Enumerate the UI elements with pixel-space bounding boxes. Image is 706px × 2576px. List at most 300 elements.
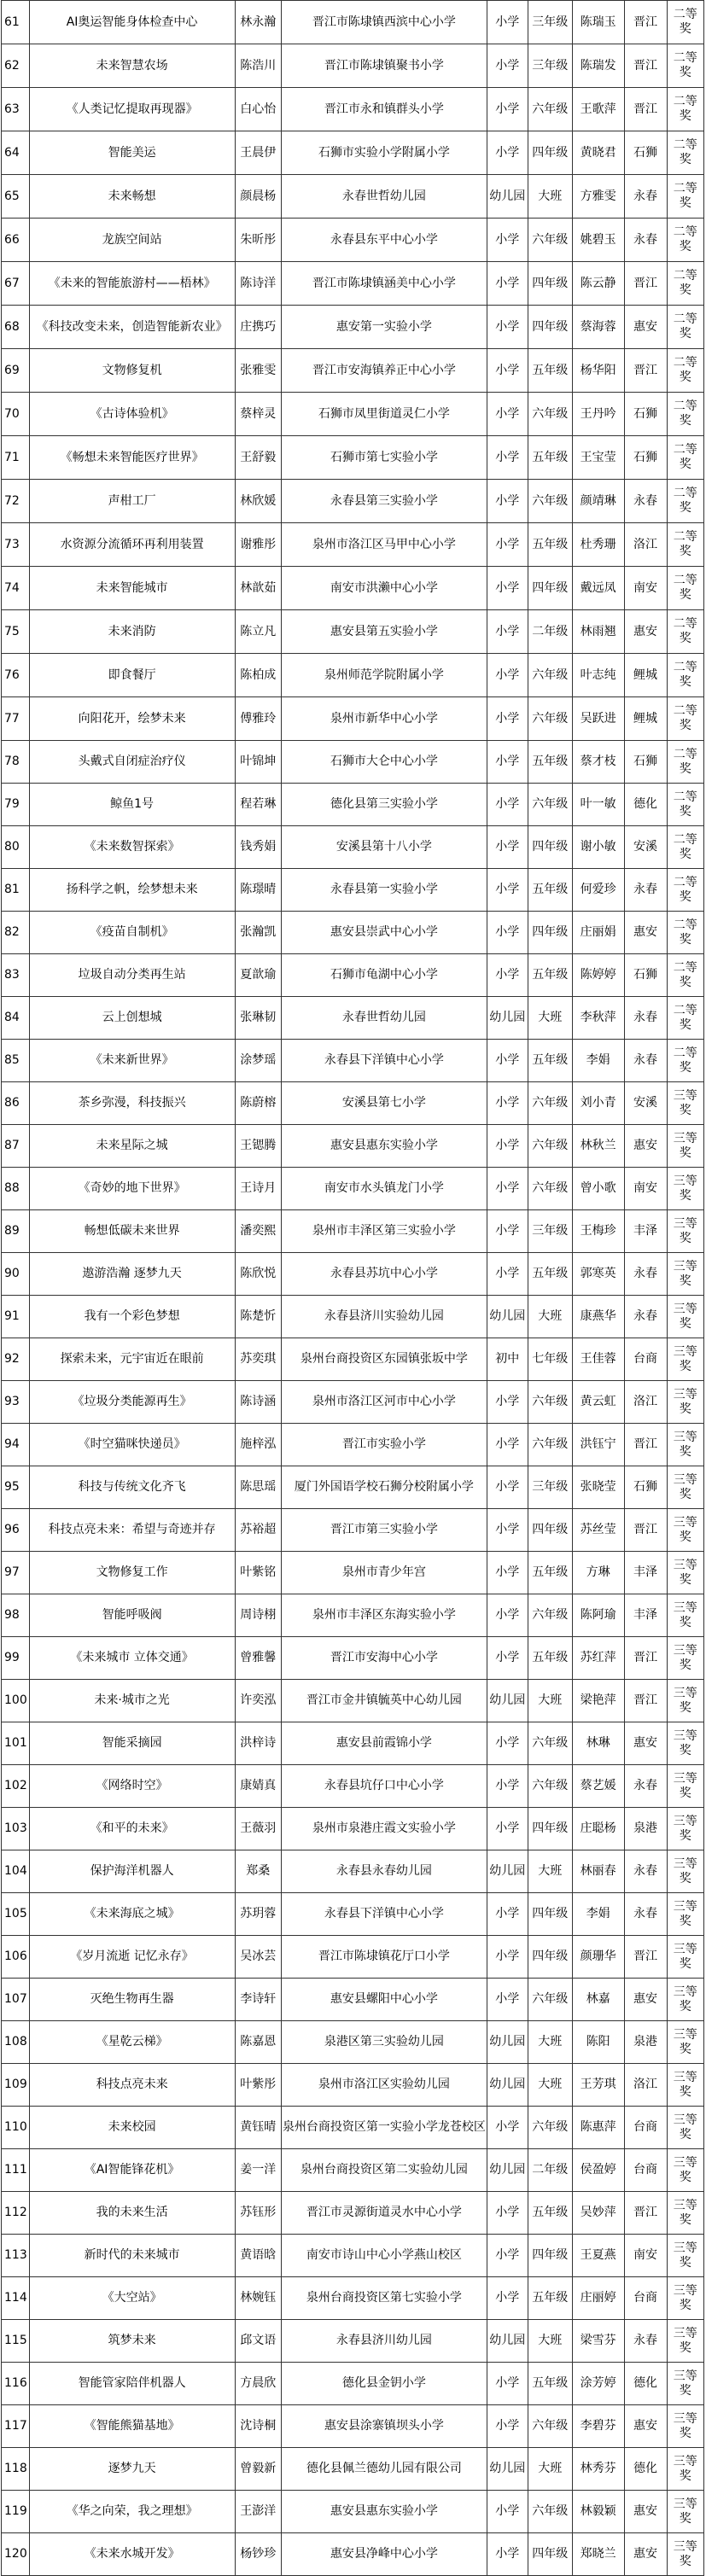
school-stage: 小学 [487, 2192, 528, 2235]
author-name: 陈诗洋 [235, 262, 281, 306]
grade-level: 六年级 [528, 2107, 572, 2149]
region-name: 台商 [624, 2149, 667, 2192]
row-number: 89 [2, 1210, 30, 1253]
row-number: 115 [2, 2320, 30, 2363]
table-row [2, 697, 704, 741]
award-level: 三等奖 [667, 1253, 703, 1296]
work-title: 《智能熊猫基地》 [29, 2405, 235, 2448]
grade-level: 大班 [528, 997, 572, 1040]
work-title: 《未来水城开发》 [29, 2533, 235, 2576]
grade-level: 大班 [528, 1850, 572, 1893]
row-number: 105 [2, 1893, 30, 1936]
award-level: 三等奖 [667, 1125, 703, 1168]
work-title: 垃圾自动分类再生站 [29, 954, 235, 997]
school-stage: 小学 [487, 869, 528, 912]
row-number: 102 [2, 1765, 30, 1808]
grade-level: 大班 [528, 2064, 572, 2107]
region-name: 安溪 [624, 826, 667, 869]
table-row [2, 997, 704, 1040]
award-level: 二等奖 [667, 262, 703, 306]
region-name: 晋江 [624, 2192, 667, 2235]
grade-level: 六年级 [528, 1082, 572, 1125]
school-name: 永春县下洋镇中心小学 [281, 1040, 487, 1082]
work-title: 灭绝生物再生器 [29, 1979, 235, 2021]
author-name: 王锶腾 [235, 1125, 281, 1168]
school-stage: 幼儿园 [487, 2021, 528, 2064]
school-stage: 小学 [487, 1509, 528, 1552]
author-name: 叶锦坤 [235, 741, 281, 784]
author-name: 王薇羽 [235, 1808, 281, 1850]
school-stage: 小学 [487, 88, 528, 131]
school-name: 泉州市洛江区实验幼儿园 [281, 2064, 487, 2107]
table-row [2, 2107, 704, 2149]
award-level: 三等奖 [667, 1722, 703, 1765]
table-row [2, 1680, 704, 1722]
school-stage: 小学 [487, 1466, 528, 1509]
row-number: 87 [2, 1125, 30, 1168]
school-name: 石狮市大仑中心小学 [281, 741, 487, 784]
grade-level: 六年级 [528, 1979, 572, 2021]
region-name: 丰泽 [624, 1210, 667, 1253]
school-stage: 小学 [487, 1125, 528, 1168]
grade-level: 六年级 [528, 1168, 572, 1210]
award-level: 二等奖 [667, 869, 703, 912]
row-number: 96 [2, 1509, 30, 1552]
region-name: 洛江 [624, 523, 667, 567]
row-number: 77 [2, 697, 30, 741]
award-level: 三等奖 [667, 1594, 703, 1637]
author-name: 姜一洋 [235, 2149, 281, 2192]
school-name: 德化县第三实验小学 [281, 784, 487, 826]
school-name: 惠安县净峰中心小学 [281, 2533, 487, 2576]
table-row [2, 1552, 704, 1594]
grade-level: 大班 [528, 2448, 572, 2491]
table-row [2, 2235, 704, 2277]
school-stage: 小学 [487, 262, 528, 306]
school-name: 惠安县惠东实验小学 [281, 1125, 487, 1168]
teacher-name: 涂芳婷 [572, 2363, 624, 2405]
author-name: 吴冰芸 [235, 1936, 281, 1979]
region-name: 洛江 [624, 2064, 667, 2107]
award-level: 二等奖 [667, 480, 703, 523]
teacher-name: 李娟 [572, 1040, 624, 1082]
region-name: 泉港 [624, 2021, 667, 2064]
table-row [2, 567, 704, 610]
school-stage: 小学 [487, 1765, 528, 1808]
author-name: 沈诗桐 [235, 2405, 281, 2448]
school-name: 惠安县前霞锦小学 [281, 1722, 487, 1765]
teacher-name: 吴跃进 [572, 697, 624, 741]
author-name: 陈蔚榕 [235, 1082, 281, 1125]
grade-level: 三年级 [528, 1, 572, 44]
award-level: 二等奖 [667, 523, 703, 567]
award-level: 三等奖 [667, 2021, 703, 2064]
region-name: 南安 [624, 2235, 667, 2277]
school-name: 石狮市龟湖中心小学 [281, 954, 487, 997]
row-number: 113 [2, 2235, 30, 2277]
region-name: 晋江 [624, 262, 667, 306]
table-row [2, 1765, 704, 1808]
grade-level: 六年级 [528, 2405, 572, 2448]
school-stage: 小学 [487, 1381, 528, 1424]
author-name: 张瀚凯 [235, 912, 281, 954]
award-level: 二等奖 [667, 997, 703, 1040]
school-stage: 小学 [487, 1, 528, 44]
region-name: 安溪 [624, 1082, 667, 1125]
table-row [2, 784, 704, 826]
school-name: 石狮市第七实验小学 [281, 436, 487, 480]
grade-level: 四年级 [528, 262, 572, 306]
grade-level: 六年级 [528, 1722, 572, 1765]
author-name: 庄携巧 [235, 306, 281, 349]
region-name: 永春 [624, 480, 667, 523]
teacher-name: 张晓莹 [572, 1466, 624, 1509]
table-row [2, 1637, 704, 1680]
teacher-name: 林丽春 [572, 1850, 624, 1893]
grade-level: 五年级 [528, 2192, 572, 2235]
school-name: 晋江市陈埭镇涵美中心小学 [281, 262, 487, 306]
grade-level: 四年级 [528, 306, 572, 349]
grade-level: 五年级 [528, 523, 572, 567]
work-title: 《未来的智能旅游村——梧林》 [29, 262, 235, 306]
work-title: 未来智能城市 [29, 567, 235, 610]
work-title: 探索未来，元宇宙近在眼前 [29, 1338, 235, 1381]
school-stage: 小学 [487, 654, 528, 697]
row-number: 71 [2, 436, 30, 480]
teacher-name: 庄丽娟 [572, 912, 624, 954]
work-title: 未来校园 [29, 2107, 235, 2149]
region-name: 永春 [624, 2320, 667, 2363]
table-row [2, 869, 704, 912]
table-row [2, 219, 704, 262]
work-title: 筑梦未来 [29, 2320, 235, 2363]
teacher-name: 洪钰宁 [572, 1424, 624, 1466]
region-name: 晋江 [624, 1680, 667, 1722]
table-row [2, 1381, 704, 1424]
award-level: 二等奖 [667, 610, 703, 654]
table-row [2, 912, 704, 954]
table-row [2, 1509, 704, 1552]
teacher-name: 陈阿瑜 [572, 1594, 624, 1637]
table-row [2, 88, 704, 131]
school-stage: 小学 [487, 219, 528, 262]
school-stage: 小学 [487, 1637, 528, 1680]
work-title: 茶乡弥漫，科技振兴 [29, 1082, 235, 1125]
award-level: 三等奖 [667, 1765, 703, 1808]
table-row [2, 44, 704, 88]
work-title: 《大空站》 [29, 2277, 235, 2320]
region-name: 晋江 [624, 1424, 667, 1466]
school-stage: 小学 [487, 523, 528, 567]
work-title: 智能美运 [29, 131, 235, 175]
author-name: 杨钞珍 [235, 2533, 281, 2576]
grade-level: 五年级 [528, 1040, 572, 1082]
teacher-name: 王芳琪 [572, 2064, 624, 2107]
school-name: 南安市洪濑中心小学 [281, 567, 487, 610]
grade-level: 四年级 [528, 826, 572, 869]
school-stage: 幼儿园 [487, 997, 528, 1040]
grade-level: 六年级 [528, 1594, 572, 1637]
teacher-name: 王佳蓉 [572, 1338, 624, 1381]
region-name: 惠安 [624, 2491, 667, 2533]
grade-level: 二年级 [528, 2149, 572, 2192]
author-name: 施梓泓 [235, 1424, 281, 1466]
grade-level: 四年级 [528, 567, 572, 610]
teacher-name: 叶志纯 [572, 654, 624, 697]
school-name: 安溪县第七小学 [281, 1082, 487, 1125]
table-row [2, 2448, 704, 2491]
award-level: 三等奖 [667, 1936, 703, 1979]
grade-level: 六年级 [528, 219, 572, 262]
author-name: 林婉钰 [235, 2277, 281, 2320]
grade-level: 大班 [528, 2320, 572, 2363]
school-name: 晋江市陈埭镇花厅口小学 [281, 1936, 487, 1979]
award-level: 二等奖 [667, 826, 703, 869]
teacher-name: 叶一敏 [572, 784, 624, 826]
school-name: 永春县下洋镇中心小学 [281, 1893, 487, 1936]
table-row [2, 1, 704, 44]
author-name: 王诗月 [235, 1168, 281, 1210]
award-level: 二等奖 [667, 44, 703, 88]
author-name: 郑桑 [235, 1850, 281, 1893]
table-row [2, 1040, 704, 1082]
region-name: 永春 [624, 869, 667, 912]
teacher-name: 庄丽婷 [572, 2277, 624, 2320]
grade-level: 四年级 [528, 1893, 572, 1936]
school-stage: 小学 [487, 436, 528, 480]
teacher-name: 蔡才枝 [572, 741, 624, 784]
row-number: 111 [2, 2149, 30, 2192]
school-name: 惠安县第五实验小学 [281, 610, 487, 654]
school-name: 厦门外国语学校石狮分校附属小学 [281, 1466, 487, 1509]
table-row [2, 2363, 704, 2405]
work-title: 云上创想城 [29, 997, 235, 1040]
table-row [2, 349, 704, 393]
school-stage: 小学 [487, 1979, 528, 2021]
teacher-name: 姚碧玉 [572, 219, 624, 262]
teacher-name: 黄云虹 [572, 1381, 624, 1424]
region-name: 惠安 [624, 306, 667, 349]
teacher-name: 李娟 [572, 1893, 624, 1936]
row-number: 81 [2, 869, 30, 912]
author-name: 苏奕琪 [235, 1338, 281, 1381]
author-name: 叶紫铭 [235, 1552, 281, 1594]
teacher-name: 苏红萍 [572, 1637, 624, 1680]
award-level: 三等奖 [667, 2064, 703, 2107]
work-title: 畅想低碳未来世界 [29, 1210, 235, 1253]
school-name: 石狮市实验小学附属小学 [281, 131, 487, 175]
school-stage: 小学 [487, 44, 528, 88]
school-name: 泉州市新华中心小学 [281, 697, 487, 741]
school-name: 晋江市陈埭镇西滨中心小学 [281, 1, 487, 44]
teacher-name: 杜秀珊 [572, 523, 624, 567]
school-stage: 小学 [487, 1936, 528, 1979]
author-name: 钱秀娟 [235, 826, 281, 869]
teacher-name: 戴远凤 [572, 567, 624, 610]
grade-level: 五年级 [528, 2277, 572, 2320]
author-name: 林欣媛 [235, 480, 281, 523]
school-name: 泉州台商投资区第一实验小学龙苍校区 [281, 2107, 487, 2149]
table-row [2, 2277, 704, 2320]
award-level: 三等奖 [667, 2149, 703, 2192]
row-number: 108 [2, 2021, 30, 2064]
grade-level: 五年级 [528, 1552, 572, 1594]
row-number: 79 [2, 784, 30, 826]
school-stage: 小学 [487, 2235, 528, 2277]
work-title: 龙族空间站 [29, 219, 235, 262]
teacher-name: 林毅颖 [572, 2491, 624, 2533]
school-stage: 幼儿园 [487, 2448, 528, 2491]
work-title: 未来·城市之光 [29, 1680, 235, 1722]
row-number: 73 [2, 523, 30, 567]
author-name: 曾雅馨 [235, 1637, 281, 1680]
award-level: 二等奖 [667, 567, 703, 610]
region-name: 晋江 [624, 1509, 667, 1552]
author-name: 蔡梓灵 [235, 393, 281, 436]
work-title: 科技点亮未来：希望与奇迹并存 [29, 1509, 235, 1552]
teacher-name: 方雅雯 [572, 175, 624, 219]
grade-level: 三年级 [528, 1466, 572, 1509]
table-row [2, 2491, 704, 2533]
row-number: 94 [2, 1424, 30, 1466]
school-name: 永春世哲幼儿园 [281, 997, 487, 1040]
grade-level: 六年级 [528, 654, 572, 697]
author-name: 苏玥蓉 [235, 1893, 281, 1936]
school-stage: 小学 [487, 1424, 528, 1466]
teacher-name: 陈云静 [572, 262, 624, 306]
region-name: 泉港 [624, 1808, 667, 1850]
teacher-name: 李碧芬 [572, 2405, 624, 2448]
school-name: 晋江市永和镇群头小学 [281, 88, 487, 131]
award-level: 三等奖 [667, 1466, 703, 1509]
school-name: 晋江市陈埭镇聚书小学 [281, 44, 487, 88]
teacher-name: 庄聪杨 [572, 1808, 624, 1850]
grade-level: 五年级 [528, 1637, 572, 1680]
school-stage: 幼儿园 [487, 2320, 528, 2363]
table-row [2, 1168, 704, 1210]
teacher-name: 侯盈婷 [572, 2149, 624, 2192]
region-name: 石狮 [624, 1466, 667, 1509]
teacher-name: 李秋萍 [572, 997, 624, 1040]
award-level: 三等奖 [667, 1979, 703, 2021]
award-level: 二等奖 [667, 1040, 703, 1082]
grade-level: 六年级 [528, 393, 572, 436]
award-level: 三等奖 [667, 1424, 703, 1466]
grade-level: 五年级 [528, 2363, 572, 2405]
row-number: 62 [2, 44, 30, 88]
school-stage: 小学 [487, 306, 528, 349]
table-row [2, 741, 704, 784]
school-stage: 小学 [487, 784, 528, 826]
work-title: 《未来新世界》 [29, 1040, 235, 1082]
teacher-name: 王梅珍 [572, 1210, 624, 1253]
teacher-name: 康燕华 [572, 1296, 624, 1338]
row-number: 65 [2, 175, 30, 219]
award-level: 三等奖 [667, 1210, 703, 1253]
work-title: 头戴式自闭症治疗仪 [29, 741, 235, 784]
work-title: 《未来数智探索》 [29, 826, 235, 869]
work-title: 《未来海底之城》 [29, 1893, 235, 1936]
teacher-name: 颜靖琳 [572, 480, 624, 523]
grade-level: 四年级 [528, 1509, 572, 1552]
grade-level: 大班 [528, 175, 572, 219]
row-number: 118 [2, 2448, 30, 2491]
school-name: 永春县永春幼儿园 [281, 1850, 487, 1893]
work-title: 向阳花开，绘梦未来 [29, 697, 235, 741]
table-row [2, 1125, 704, 1168]
work-title: 《和平的未来》 [29, 1808, 235, 1850]
work-title: 《人类记忆提取再现器》 [29, 88, 235, 131]
grade-level: 四年级 [528, 2533, 572, 2576]
teacher-name: 王宝莹 [572, 436, 624, 480]
author-name: 张雅雯 [235, 349, 281, 393]
author-name: 苏钰形 [235, 2192, 281, 2235]
school-stage: 小学 [487, 826, 528, 869]
region-name: 南安 [624, 1168, 667, 1210]
row-number: 109 [2, 2064, 30, 2107]
school-name: 晋江市灵源街道灵水中心小学 [281, 2192, 487, 2235]
work-title: 即食餐厅 [29, 654, 235, 697]
school-stage: 小学 [487, 2277, 528, 2320]
author-name: 方晨欣 [235, 2363, 281, 2405]
author-name: 陈柏成 [235, 654, 281, 697]
teacher-name: 林秀芬 [572, 2448, 624, 2491]
school-name: 永春县济川实验幼儿园 [281, 1296, 487, 1338]
row-number: 104 [2, 1850, 30, 1893]
table-row [2, 436, 704, 480]
region-name: 石狮 [624, 393, 667, 436]
row-number: 69 [2, 349, 30, 393]
table-row [2, 2320, 704, 2363]
award-level: 二等奖 [667, 131, 703, 175]
author-name: 涂梦瑶 [235, 1040, 281, 1082]
award-level: 二等奖 [667, 349, 703, 393]
grade-level: 六年级 [528, 88, 572, 131]
author-name: 陈楚忻 [235, 1296, 281, 1338]
award-level: 二等奖 [667, 954, 703, 997]
row-number: 93 [2, 1381, 30, 1424]
table-row [2, 2192, 704, 2235]
region-name: 台商 [624, 2107, 667, 2149]
region-name: 丰泽 [624, 1594, 667, 1637]
row-number: 116 [2, 2363, 30, 2405]
teacher-name: 林雨翘 [572, 610, 624, 654]
grade-level: 五年级 [528, 869, 572, 912]
school-name: 晋江市第三实验小学 [281, 1509, 487, 1552]
school-name: 惠安第一实验小学 [281, 306, 487, 349]
school-name: 晋江市安海中心小学 [281, 1637, 487, 1680]
region-name: 永春 [624, 1765, 667, 1808]
author-name: 张琳韧 [235, 997, 281, 1040]
work-title: 鲸鱼1号 [29, 784, 235, 826]
award-level: 三等奖 [667, 1082, 703, 1125]
school-name: 德化县佩兰德幼儿园有限公司 [281, 2448, 487, 2491]
row-number: 97 [2, 1552, 30, 1594]
award-level: 三等奖 [667, 1637, 703, 1680]
author-name: 陈诗涵 [235, 1381, 281, 1424]
school-stage: 小学 [487, 2405, 528, 2448]
school-name: 泉州台商投资区东园镇张坂中学 [281, 1338, 487, 1381]
work-title: 《垃圾分类能源再生》 [29, 1381, 235, 1424]
school-name: 惠安县惠东实验小学 [281, 2491, 487, 2533]
row-number: 67 [2, 262, 30, 306]
row-number: 83 [2, 954, 30, 997]
teacher-name: 王歌萍 [572, 88, 624, 131]
grade-level: 五年级 [528, 1253, 572, 1296]
work-title: 扬科学之帆，绘梦想未来 [29, 869, 235, 912]
author-name: 王澎洋 [235, 2491, 281, 2533]
grade-level: 大班 [528, 2021, 572, 2064]
